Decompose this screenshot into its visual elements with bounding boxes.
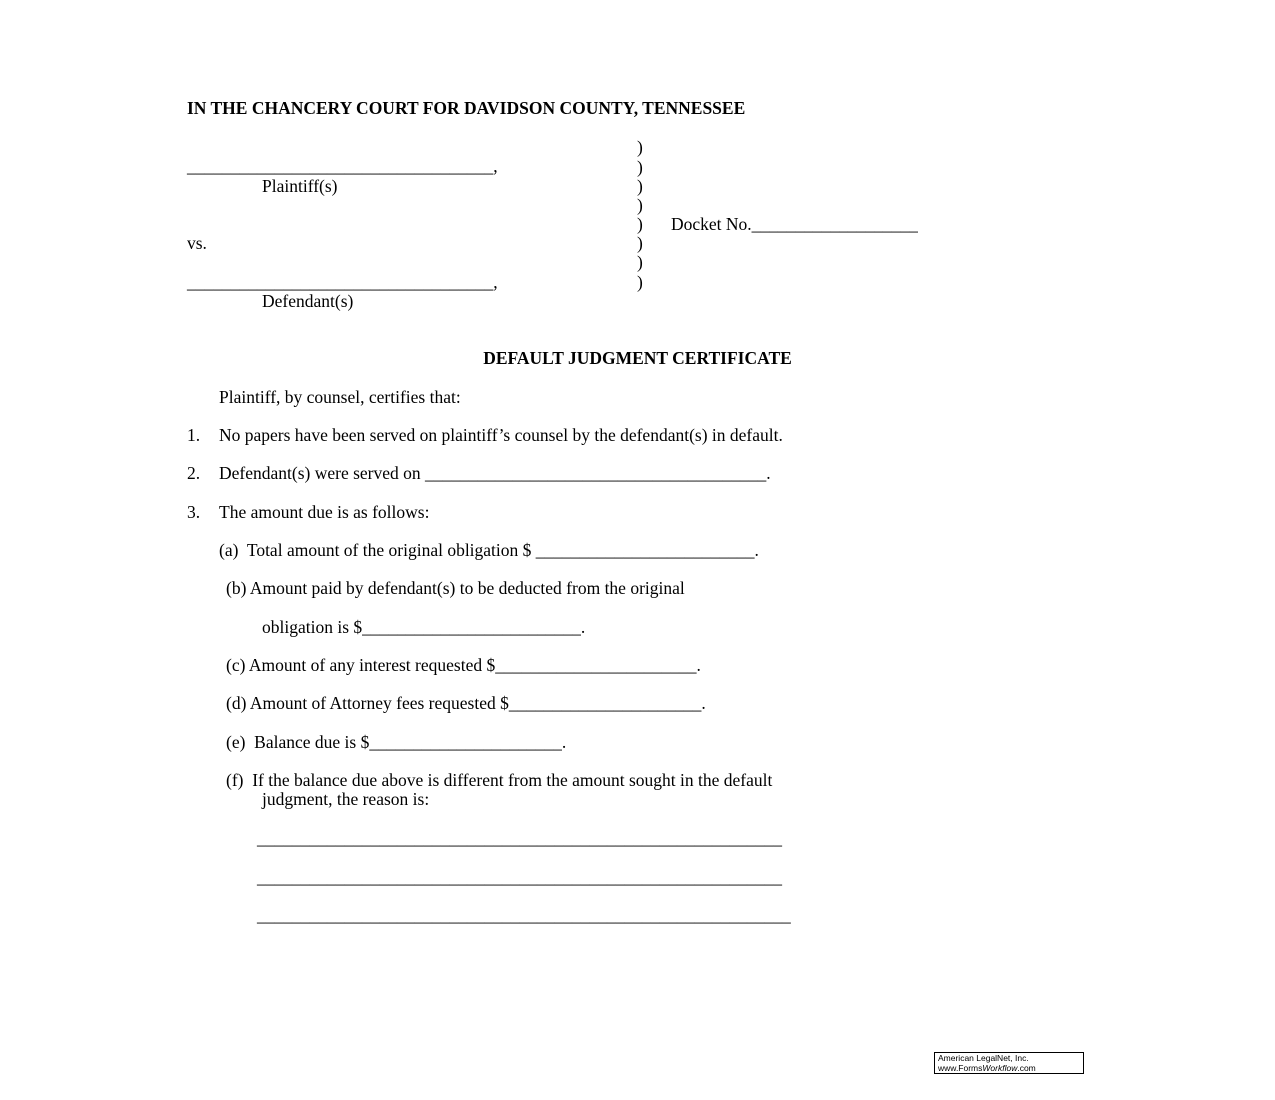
document-title: DEFAULT JUDGMENT CERTIFICATE bbox=[483, 348, 792, 368]
caption-paren: ) bbox=[637, 137, 643, 157]
logo-line-1: American LegalNet, Inc. bbox=[938, 1053, 1029, 1063]
defendant-name-line: ___________________________________, bbox=[187, 272, 498, 292]
item-number: 2. bbox=[187, 463, 201, 483]
reason-line: ____________________________________________________________ bbox=[257, 867, 782, 887]
intro-text: Plaintiff, by counsel, certifies that: bbox=[219, 387, 461, 407]
sub-item-b: (b) Amount paid by defendant(s) to be deducted from the original bbox=[226, 578, 685, 598]
vs-label: vs. bbox=[187, 233, 207, 253]
reason-line: ____________________________________________________________ bbox=[257, 828, 782, 848]
caption-paren: ) bbox=[637, 233, 643, 253]
sub-item-b-continued: obligation is $_________________________. bbox=[262, 617, 586, 637]
caption-paren: ) bbox=[637, 252, 643, 272]
sub-item-a: (a) Total amount of the original obligation $ _________________________. bbox=[219, 540, 759, 560]
sub-item-e: (e) Balance due is $______________________. bbox=[226, 732, 567, 752]
item-number: 3. bbox=[187, 502, 201, 522]
american-legalnet-logo bbox=[934, 1052, 1084, 1074]
reason-line: _____________________________________________________________ bbox=[257, 905, 791, 925]
docket-number-field: Docket No.___________________ bbox=[671, 214, 918, 234]
item-text: The amount due is as follows: bbox=[219, 502, 430, 522]
caption-paren: ) bbox=[637, 214, 643, 234]
sub-item-f-continued: judgment, the reason is: bbox=[262, 789, 430, 809]
caption-paren: ) bbox=[637, 272, 643, 292]
logo-line-2: www.FormsWorkflow.com bbox=[938, 1062, 1036, 1073]
item-text: Defendant(s) were served on _______________________________________. bbox=[219, 463, 771, 483]
sub-item-c: (c) Amount of any interest requested $_______________________. bbox=[226, 655, 701, 675]
caption-paren: ) bbox=[637, 157, 643, 177]
sub-item-f: (f) If the balance due above is different from the amount sought in the default bbox=[226, 770, 773, 790]
caption-paren: ) bbox=[637, 176, 643, 196]
plaintiff-label: Plaintiff(s) bbox=[262, 176, 338, 196]
plaintiff-name-line: ___________________________________, bbox=[187, 156, 498, 176]
defendant-label: Defendant(s) bbox=[262, 291, 354, 311]
sub-item-d: (d) Amount of Attorney fees requested $______________________. bbox=[226, 693, 706, 713]
court-heading: IN THE CHANCERY COURT FOR DAVIDSON COUNTY, TENNESSEE bbox=[187, 98, 746, 118]
item-number: 1. bbox=[187, 425, 201, 445]
caption-paren: ) bbox=[637, 195, 643, 215]
item-text: No papers have been served on plaintiff’s counsel by the defendant(s) in default. bbox=[219, 425, 783, 445]
